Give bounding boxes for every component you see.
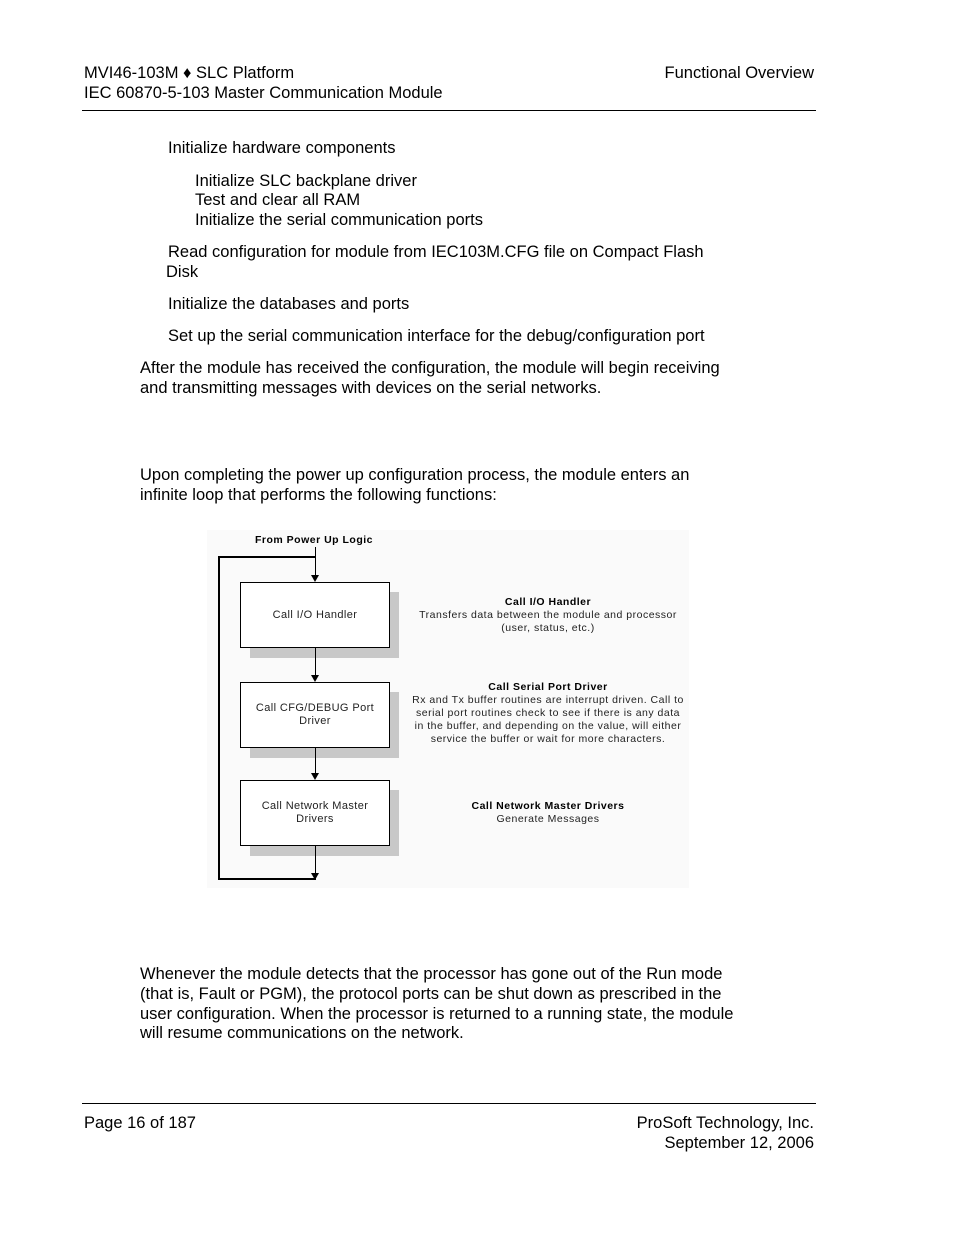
connector-1-2 [315,648,316,676]
entry-connector [315,547,316,577]
paragraph-after-config-line: After the module has received the configuration, the module will begin receiving [140,359,720,377]
header-module-title: IEC 60870-5-103 Master Communication Module [84,84,443,102]
call-cfg-debug-box [240,682,390,748]
footer-company: ProSoft Technology, Inc. [636,1114,814,1132]
list-subitem-backplane: Initialize SLC backplane driver [195,172,417,190]
call-cfg-debug-label-line2: Driver [299,715,331,727]
list-subitem-serial-ports: Initialize the serial communication ports [195,211,483,229]
list-item-setup-serial: Set up the serial communication interface for the debug/configuration port [168,327,705,345]
paragraph-after-config-line: and transmitting messages with devices on the serial networks. [140,379,602,397]
arrow-down-icon [311,773,319,780]
list-item-read-config: Read configuration for module from IEC103M.CFG file on Compact Flash [168,243,704,261]
call-cfg-debug-label-line1: Call CFG/DEBUG Port [255,702,375,714]
header-divider [82,110,816,111]
desc-serial-driver-line: service the buffer or wait for more characters. [430,733,666,745]
paragraph-run-mode-line: Whenever the module detects that the processor has gone out of the Run mode [140,965,723,983]
paragraph-loop-line: infinite loop that performs the following functions: [140,486,497,504]
desc-serial-driver-line: Rx and Tx buffer routines are interrupt driven. Call to [412,694,684,706]
paragraph-run-mode-line: user configuration. When the processor is returned to a running state, the module [140,1005,734,1023]
footer-date: September 12, 2006 [664,1134,814,1152]
diagram-entry-label: From Power Up Logic [255,534,374,546]
connector-exit [315,846,316,876]
desc-io-handler [407,596,689,635]
connector-2-3 [315,748,316,774]
desc-io-handler-title: Call I/O Handler [504,596,592,608]
desc-network-master-title: Call Network Master Drivers [471,800,625,812]
arrow-down-icon [311,873,319,880]
call-network-master-label-line2: Drivers [296,813,334,825]
arrow-down-icon [311,675,319,682]
loop-return-bottom [218,878,316,880]
header-product-title: MVI46-103M ♦ SLC Platform [84,64,295,82]
header-section-title: Functional Overview [664,64,814,82]
list-item-init-hardware: Initialize hardware components [168,139,396,157]
desc-network-master [407,800,689,826]
footer-page-number: Page 16 of 187 [84,1114,196,1132]
paragraph-loop-line: Upon completing the power up configuration process, the module enters an [140,466,690,484]
desc-serial-driver-line: serial port routines check to see if there is any data [416,707,680,719]
call-network-master-label-line1: Call Network Master [261,800,369,812]
desc-network-master-line: Generate Messages [496,813,600,825]
main-loop-flow-diagram [207,530,689,888]
desc-serial-driver-line: in the buffer, and depending on the value, will either [414,720,682,732]
list-subitem-ram: Test and clear all RAM [195,191,361,209]
arrow-down-icon [311,575,319,582]
list-item-init-db: Initialize the databases and ports [168,295,410,313]
loop-return-top [218,556,316,558]
call-io-handler-box [240,582,390,648]
list-item-read-config-cont: Disk [166,263,199,281]
footer-divider [82,1103,816,1104]
desc-io-handler-line: (user, status, etc.) [501,622,595,634]
desc-serial-driver-title: Call Serial Port Driver [488,681,608,693]
loop-return-left [218,556,220,880]
desc-serial-driver [407,681,689,746]
desc-io-handler-line: Transfers data between the module and processor [419,609,677,621]
call-io-handler-label: Call I/O Handler [272,608,358,621]
paragraph-run-mode-line: (that is, Fault or PGM), the protocol ports can be shut down as prescribed in the [140,985,722,1003]
paragraph-run-mode-line: will resume communications on the network. [140,1024,464,1042]
call-network-master-box [240,780,390,846]
